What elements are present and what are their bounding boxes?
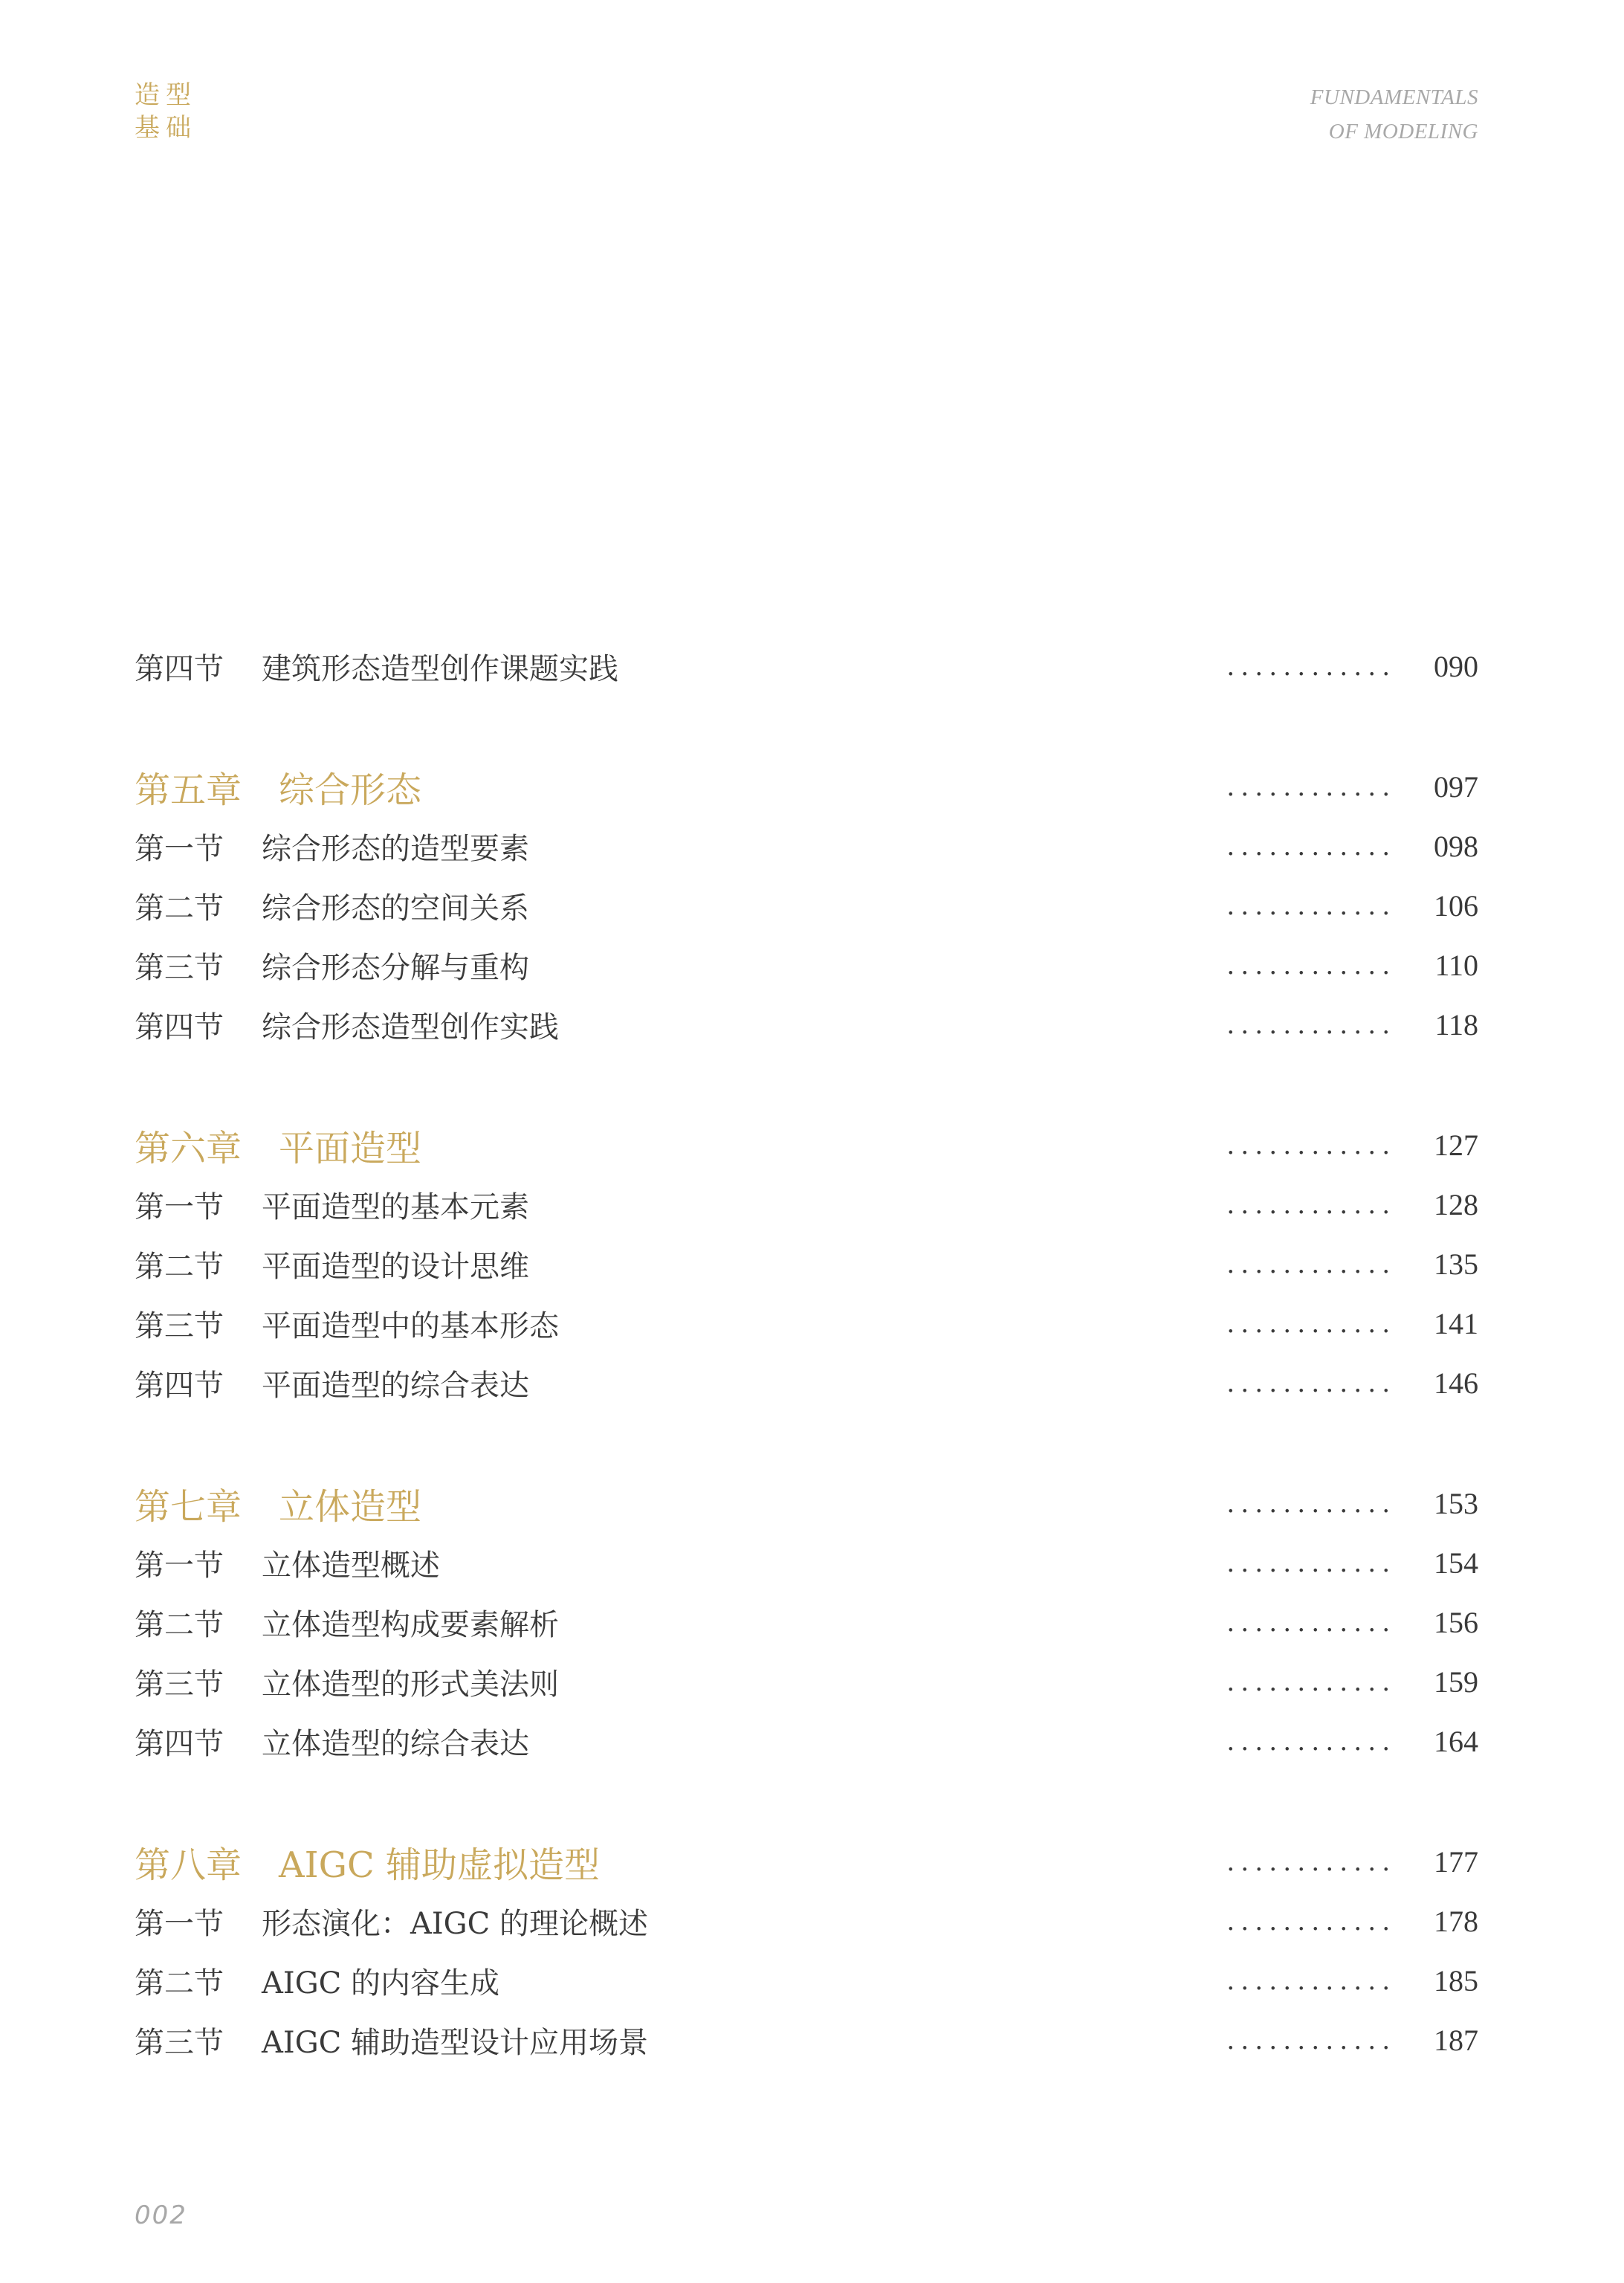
toc-entry-title: 平面造型的基本元素 — [262, 1189, 529, 1224]
toc-dot-leader: ............ — [1227, 1965, 1397, 1996]
toc-entry-section[interactable] — [135, 1652, 1478, 1711]
header-title-line-1: 造型 — [135, 80, 197, 110]
toc-dot-leader: ............ — [1227, 890, 1397, 921]
toc-entry-section[interactable] — [135, 935, 1478, 995]
toc-page-number: 106 — [1434, 888, 1478, 923]
toc-page-number: 187 — [1434, 2023, 1478, 2057]
toc-entry-section[interactable] — [135, 1234, 1478, 1294]
toc-page-number: 110 — [1434, 948, 1478, 982]
toc-entry-section[interactable] — [135, 995, 1478, 1054]
toc-entry-title: 综合形态的空间关系 — [262, 891, 529, 926]
toc-entry-chapter[interactable] — [135, 1473, 1478, 1533]
toc-entry-number: 第一节 — [135, 831, 224, 866]
table-of-contents — [135, 636, 1478, 2070]
toc-entry-section[interactable] — [135, 1592, 1478, 1652]
toc-entry-number: 第四节 — [135, 1368, 224, 1403]
toc-entry-title: 形态演化：AIGC 的理论概述 — [262, 1906, 648, 1941]
toc-entry-title: 综合形态的造型要素 — [262, 831, 529, 866]
toc-dot-leader: ............ — [1227, 2024, 1397, 2056]
toc-entry-number: 第二节 — [135, 1966, 224, 2001]
toc-page-number: 127 — [1434, 1128, 1478, 1162]
header-title-line-2: 基础 — [135, 113, 197, 143]
toc-page-number: 156 — [1434, 1605, 1478, 1639]
toc-entry-chapter[interactable] — [135, 1115, 1478, 1175]
toc-chapter-title: 平面造型 — [279, 1127, 422, 1169]
toc-dot-leader: ............ — [1227, 771, 1397, 802]
toc-entry-number: 第一节 — [135, 1548, 224, 1583]
toc-entry-title: 立体造型的形式美法则 — [262, 1667, 559, 1702]
toc-dot-leader: ............ — [1227, 1905, 1397, 1937]
toc-page-number: 141 — [1434, 1306, 1478, 1340]
toc-chapter-title: AIGC 辅助虚拟造型 — [279, 1844, 600, 1886]
toc-entry-title: 平面造型的设计思维 — [262, 1249, 529, 1284]
toc-spacer — [135, 696, 1478, 757]
toc-entry-title: AIGC 辅助造型设计应用场景 — [262, 2025, 648, 2060]
toc-dot-leader: ............ — [1227, 1547, 1397, 1578]
toc-entry-section[interactable] — [135, 1951, 1478, 2010]
toc-entry-number: 第四节 — [135, 651, 224, 686]
toc-chapter-title: 立体造型 — [279, 1485, 422, 1528]
toc-dot-leader: ............ — [1227, 1129, 1397, 1160]
toc-entry-title: 立体造型概述 — [262, 1548, 440, 1583]
toc-entry-number: 第一节 — [135, 1189, 224, 1224]
toc-spacer — [135, 1054, 1478, 1115]
toc-chapter-number: 第六章 — [135, 1127, 242, 1169]
toc-entry-title: 综合形态分解与重构 — [262, 950, 529, 985]
toc-chapter-number: 第五章 — [135, 769, 242, 811]
toc-chapter-number: 第七章 — [135, 1485, 242, 1528]
toc-dot-leader: ............ — [1227, 830, 1397, 862]
toc-page-number: 153 — [1434, 1486, 1478, 1520]
toc-entry-number: 第一节 — [135, 1906, 224, 1941]
toc-page-number: 118 — [1434, 1007, 1478, 1042]
toc-dot-leader: ............ — [1227, 1488, 1397, 1519]
toc-dot-leader: ............ — [1227, 1607, 1397, 1638]
toc-page-number: 159 — [1434, 1664, 1478, 1699]
toc-spacer — [135, 1771, 1478, 1832]
toc-spacer — [135, 1412, 1478, 1473]
toc-page-number: 154 — [1434, 1546, 1478, 1580]
toc-dot-leader: ............ — [1227, 1367, 1397, 1398]
toc-page-number: 135 — [1434, 1247, 1478, 1281]
toc-entry-section[interactable] — [135, 1353, 1478, 1412]
toc-entry-section[interactable] — [135, 876, 1478, 935]
toc-page-number: 097 — [1434, 769, 1478, 804]
toc-dot-leader: ............ — [1227, 1308, 1397, 1339]
header-english-title — [1310, 80, 1478, 149]
toc-page-number: 128 — [1434, 1187, 1478, 1221]
toc-entry-title: 立体造型构成要素解析 — [262, 1607, 559, 1642]
toc-entry-section[interactable] — [135, 1891, 1478, 1951]
toc-dot-leader: ............ — [1227, 1248, 1397, 1279]
toc-chapter-number: 第八章 — [135, 1844, 242, 1886]
toc-entry-section[interactable] — [135, 2010, 1478, 2070]
toc-dot-leader: ............ — [1227, 1009, 1397, 1040]
header-english-line-1: FUNDAMENTALS — [1310, 85, 1478, 109]
toc-page-number: 185 — [1434, 1963, 1478, 1998]
toc-entry-number: 第三节 — [135, 2025, 224, 2060]
toc-entry-number: 第二节 — [135, 1607, 224, 1642]
toc-dot-leader: ............ — [1227, 949, 1397, 981]
toc-entry-number: 第二节 — [135, 1249, 224, 1284]
toc-entry-section[interactable] — [135, 636, 1478, 696]
toc-entry-section[interactable] — [135, 1711, 1478, 1771]
toc-entry-number: 第四节 — [135, 1726, 224, 1761]
toc-entry-number: 第四节 — [135, 1010, 224, 1044]
toc-entry-number: 第二节 — [135, 891, 224, 926]
header-book-title — [135, 79, 197, 144]
toc-entry-section[interactable] — [135, 816, 1478, 876]
toc-entry-section[interactable] — [135, 1175, 1478, 1234]
toc-entry-title: 建筑形态造型创作课题实践 — [262, 651, 618, 686]
header-english-line-2: OF MODELING — [1328, 120, 1478, 143]
toc-entry-title: 立体造型的综合表达 — [262, 1726, 529, 1761]
toc-page-number: 098 — [1434, 829, 1478, 863]
toc-page-number: 164 — [1434, 1724, 1478, 1758]
toc-chapter-title: 综合形态 — [279, 769, 422, 811]
toc-dot-leader: ............ — [1227, 1666, 1397, 1697]
toc-entry-number: 第三节 — [135, 950, 224, 985]
toc-entry-number: 第三节 — [135, 1667, 224, 1702]
toc-entry-title: 平面造型的综合表达 — [262, 1368, 529, 1403]
toc-entry-title: 平面造型中的基本形态 — [262, 1308, 559, 1343]
toc-entry-chapter[interactable] — [135, 1832, 1478, 1891]
toc-entry-title: AIGC 的内容生成 — [262, 1966, 499, 2001]
toc-page-number: 090 — [1434, 649, 1478, 683]
toc-entry-section[interactable] — [135, 1294, 1478, 1353]
toc-entry-section[interactable] — [135, 1533, 1478, 1592]
toc-dot-leader: ............ — [1227, 1725, 1397, 1757]
page-number: 002 — [135, 2200, 187, 2230]
toc-entry-number: 第三节 — [135, 1308, 224, 1343]
toc-page-number: 178 — [1434, 1904, 1478, 1938]
toc-page-number: 146 — [1434, 1366, 1478, 1400]
toc-dot-leader: ............ — [1227, 1189, 1397, 1220]
toc-dot-leader: ............ — [1227, 1846, 1397, 1877]
toc-dot-leader: ............ — [1227, 650, 1397, 682]
toc-entry-title: 综合形态造型创作实践 — [262, 1010, 559, 1044]
toc-entry-chapter[interactable] — [135, 757, 1478, 816]
toc-page-number: 177 — [1434, 1844, 1478, 1879]
